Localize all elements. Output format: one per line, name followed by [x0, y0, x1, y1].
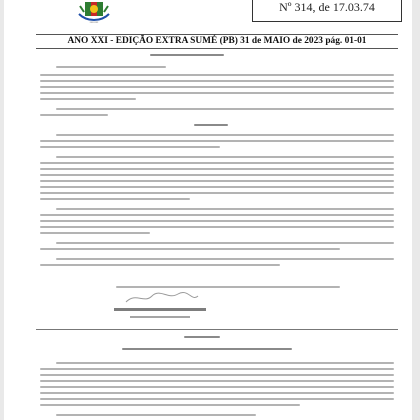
text-line — [56, 66, 166, 68]
text-line — [40, 98, 136, 100]
signatory-name-line — [114, 308, 206, 311]
text-line — [40, 192, 394, 194]
text-line — [40, 386, 394, 388]
text-line — [40, 220, 394, 222]
municipal-coat-of-arms-icon — [76, 0, 112, 22]
text-line — [40, 146, 220, 148]
text-line — [116, 286, 340, 288]
text-line — [40, 180, 394, 182]
text-line — [56, 414, 256, 416]
text-line — [194, 124, 228, 126]
text-line — [56, 208, 394, 210]
text-line — [40, 86, 394, 88]
text-line — [40, 226, 394, 228]
text-line — [40, 114, 108, 116]
text-line — [40, 74, 394, 76]
section-divider — [36, 329, 398, 330]
text-line — [40, 140, 394, 142]
logo-caption: ▪▪▪▪▪▪▪ — [89, 20, 99, 24]
text-line — [56, 134, 394, 136]
text-line — [40, 168, 394, 170]
text-line — [40, 248, 340, 250]
text-line — [40, 392, 394, 394]
text-line — [56, 156, 394, 158]
text-line — [40, 186, 394, 188]
signature-scribble — [122, 290, 202, 306]
text-line — [40, 198, 190, 200]
text-line — [40, 174, 394, 176]
text-line — [40, 162, 394, 164]
text-line — [56, 362, 394, 364]
text-line — [40, 92, 394, 94]
text-line — [184, 336, 220, 338]
text-line — [40, 214, 394, 216]
text-line — [56, 242, 394, 244]
text-line — [40, 398, 394, 400]
text-line — [56, 258, 394, 260]
issue-number: Nº 314, de 17.03.74 — [279, 0, 375, 14]
text-line — [40, 368, 394, 370]
text-line — [40, 80, 394, 82]
text-line — [56, 108, 394, 110]
issue-box — [252, 0, 402, 22]
text-line — [40, 232, 150, 234]
text-line — [40, 374, 394, 376]
text-line — [122, 348, 292, 350]
gazette-page — [4, 0, 412, 420]
edition-bar — [36, 34, 398, 49]
edition-line: ANO XXI - EDIÇÃO EXTRA SUMÉ (PB) 31 de MAIO de 2023 pág. 01-01 — [67, 36, 367, 46]
signatory-role-line — [130, 316, 190, 318]
text-line — [40, 264, 280, 266]
text-line — [150, 54, 224, 56]
text-line — [40, 404, 300, 406]
text-line — [40, 380, 394, 382]
